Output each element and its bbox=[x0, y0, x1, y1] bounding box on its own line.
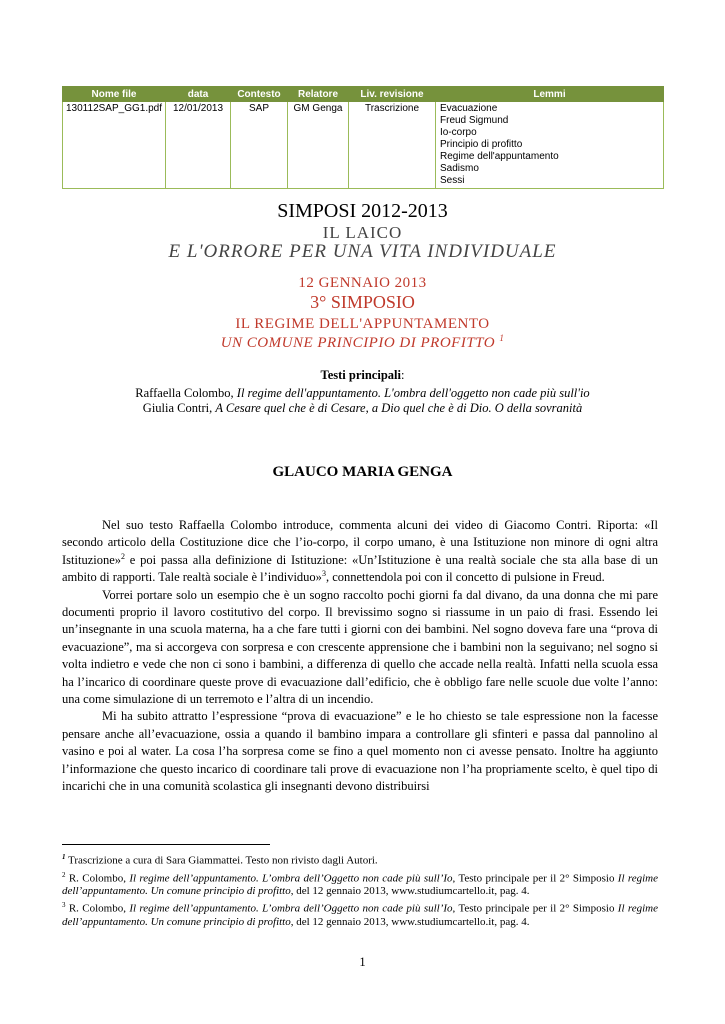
footnote-divider bbox=[62, 844, 270, 845]
paragraph-text: , connettendola poi con il concetto di pulsione in Freud. bbox=[325, 570, 605, 585]
footnote-number: 2 bbox=[62, 870, 66, 879]
paragraph: Mi ha subito attratto l’espressione “prova di evacuazione” e le ho chiesto se tale espressione non la facesse pensare anche all’evacuazione, ossia a quando il bambino impara a controllare gli sfinteri e passa dal pannolino al vasino e poi al water. La cosa l’ha sorpresa come se fino a quel momento non ci avesse pensato. Inoltre ha aggiunto l’informazione che questo incarico di coordinare tali prove di evacuazione non l’ha propriamente scelto, è quel tipo di incarichi che in una comunità scolastica gli insegnanti devono distribuirsi bbox=[62, 709, 658, 794]
simposio-number: 3° SIMPOSIO bbox=[310, 292, 415, 312]
footnote-ref: 2 bbox=[121, 551, 126, 561]
lemma-item: Freud Sigmund bbox=[440, 115, 509, 126]
series-title: SIMPOSI 2012-2013 bbox=[277, 200, 448, 222]
footnote bbox=[62, 899, 658, 929]
footnote-text: , del 12 gennaio 2013, www.studiumcartello.it, pag. 4. bbox=[290, 915, 530, 928]
metadata-header-row bbox=[63, 87, 664, 102]
header-data: data bbox=[166, 87, 231, 102]
footnote-text: , Testo principale per il 2° Simposio bbox=[452, 902, 618, 915]
footnote-text: , Testo principale per il 2° Simposio bbox=[452, 872, 618, 885]
footnote-number: 1 bbox=[62, 853, 66, 861]
metadata-row bbox=[63, 102, 664, 189]
simposio-subtitle-text: UN COMUNE PRINCIPIO DI PROFITTO bbox=[220, 335, 496, 351]
footnote-text: , del 12 gennaio 2013, www.studiumcartello.it, pag. 4. bbox=[290, 885, 530, 898]
testi-heading-colon: : bbox=[400, 368, 405, 382]
series-subtitle: IL LAICO bbox=[322, 223, 403, 242]
footnote-title: Il regime dell’appuntamento. Un comune principio di profitto bbox=[62, 872, 658, 898]
testi-heading bbox=[0, 368, 725, 383]
footnote-text: R. Colombo, bbox=[65, 902, 130, 915]
footnote-title: Il regime dell’appuntamento. L’ombra dell’Oggetto non cade più sull’Io bbox=[129, 902, 453, 915]
footnotes bbox=[62, 851, 658, 930]
lemma-item: Sessi bbox=[440, 175, 465, 186]
body-text bbox=[62, 517, 658, 796]
footnote bbox=[62, 851, 658, 868]
header-contesto: Contesto bbox=[231, 87, 288, 102]
footnote-number: 3 bbox=[62, 901, 66, 910]
lemma-item: Regime dell'appuntamento bbox=[440, 151, 559, 162]
simposio-title: IL REGIME DELL'APPUNTAMENTO bbox=[235, 316, 490, 332]
footnote-text: Trascrizione a cura di Sara Giammattei. Testo non rivisto dagli Autori. bbox=[65, 854, 378, 867]
series-theme: E L'ORRORE PER UNA VITA INDIVIDUALE bbox=[168, 241, 557, 262]
lemma-item: Principio di profitto bbox=[440, 139, 523, 150]
page-number: 1 bbox=[359, 955, 366, 969]
footnote-title: Il regime dell’appuntamento. L’ombra dell’Oggetto non cade più sull’Io bbox=[129, 872, 453, 885]
testo-principale-1 bbox=[0, 386, 725, 401]
lemma-item: Io-corpo bbox=[440, 127, 477, 138]
cell-data: 12/01/2013 bbox=[166, 102, 231, 189]
testo-2-author: Giulia Contri, bbox=[142, 401, 216, 415]
lemma-item: Evacuazione bbox=[440, 103, 498, 114]
simposio-subtitle bbox=[0, 333, 725, 352]
footnote-text: R. Colombo, bbox=[65, 872, 130, 885]
paragraph-text: Nel suo testo Raffaella Colombo introduce, commenta alcuni dei video di Giacomo Contri. Riporta: «Il secondo articolo della Costituzione dice che l’io-corpo, il corpo umano, è una Istituzione non minore di ogni altra Istituzione» bbox=[62, 518, 658, 567]
paragraph bbox=[62, 517, 658, 587]
footnote bbox=[62, 869, 658, 899]
cell-lemmi bbox=[436, 102, 664, 189]
testi-heading-label: Testi principali bbox=[320, 368, 401, 382]
event-date: 12 GENNAIO 2013 bbox=[298, 275, 427, 291]
metadata-table bbox=[62, 86, 664, 189]
lemma-item: Sadismo bbox=[440, 163, 479, 174]
testo-principale-2 bbox=[0, 401, 725, 416]
paragraph: Vorrei portare solo un esempio che è un sogno raccolto pochi giorni fa dal divano, da una donna che mi pare documenti proprio il lavoro costitutivo del corpo. Il brevissimo sogno si riassume in un paio di frasi. Essendo lei un’insegnante in una scuola materna, ha a che fare tutti i giorni con dei bambini. Nel sogno doveva fare una “prova di evacuazione”, ma si accorgeva con sorpresa e con crescente apprensione che i bambini non la seguivano; nel sogno si volta indietro e vede che non ci sono i bambini, a differenza di quello che accade nella realtà. Infatti nella scuola essa ha l’incarico di coordinare queste prove di evacuazione dall’edificio, che è obbligo fare nelle scuole due volte l’anno: una come simulazione di un terremoto e l’altra di un incendio. bbox=[62, 587, 658, 707]
header-lemmi: Lemmi bbox=[436, 87, 664, 102]
header-nome-file: Nome file bbox=[63, 87, 166, 102]
header-liv-revisione: Liv. revisione bbox=[349, 87, 436, 102]
footnote-title: Il regime dell’appuntamento. Un comune principio di profitto bbox=[62, 902, 658, 928]
header-relatore: Relatore bbox=[288, 87, 349, 102]
cell-nome-file: 130112SAP_GG1.pdf bbox=[63, 102, 166, 189]
cell-contesto: SAP bbox=[231, 102, 288, 189]
footnote-ref: 3 bbox=[321, 569, 326, 579]
cell-relatore: GM Genga bbox=[288, 102, 349, 189]
speaker-name: GLAUCO MARIA GENGA bbox=[272, 464, 453, 480]
cell-liv-revisione: Trascrizione bbox=[349, 102, 436, 189]
testo-2-title: A Cesare quel che è di Cesare, a Dio quel che è di Dio. O della sovranità bbox=[215, 401, 583, 415]
paragraph-text: e poi passa alla definizione di Istituzione: «Un’Istituzione è una realtà sociale che sta alla base di un ambito di rapporti. Tale realtà sociale è l’individuo» bbox=[62, 552, 658, 585]
testo-1-author: Raffaella Colombo, bbox=[135, 386, 237, 400]
footnote-ref: 1 bbox=[499, 333, 505, 343]
testo-1-title: Il regime dell'appuntamento. L'ombra dell'oggetto non cade più sull'io bbox=[236, 386, 590, 400]
